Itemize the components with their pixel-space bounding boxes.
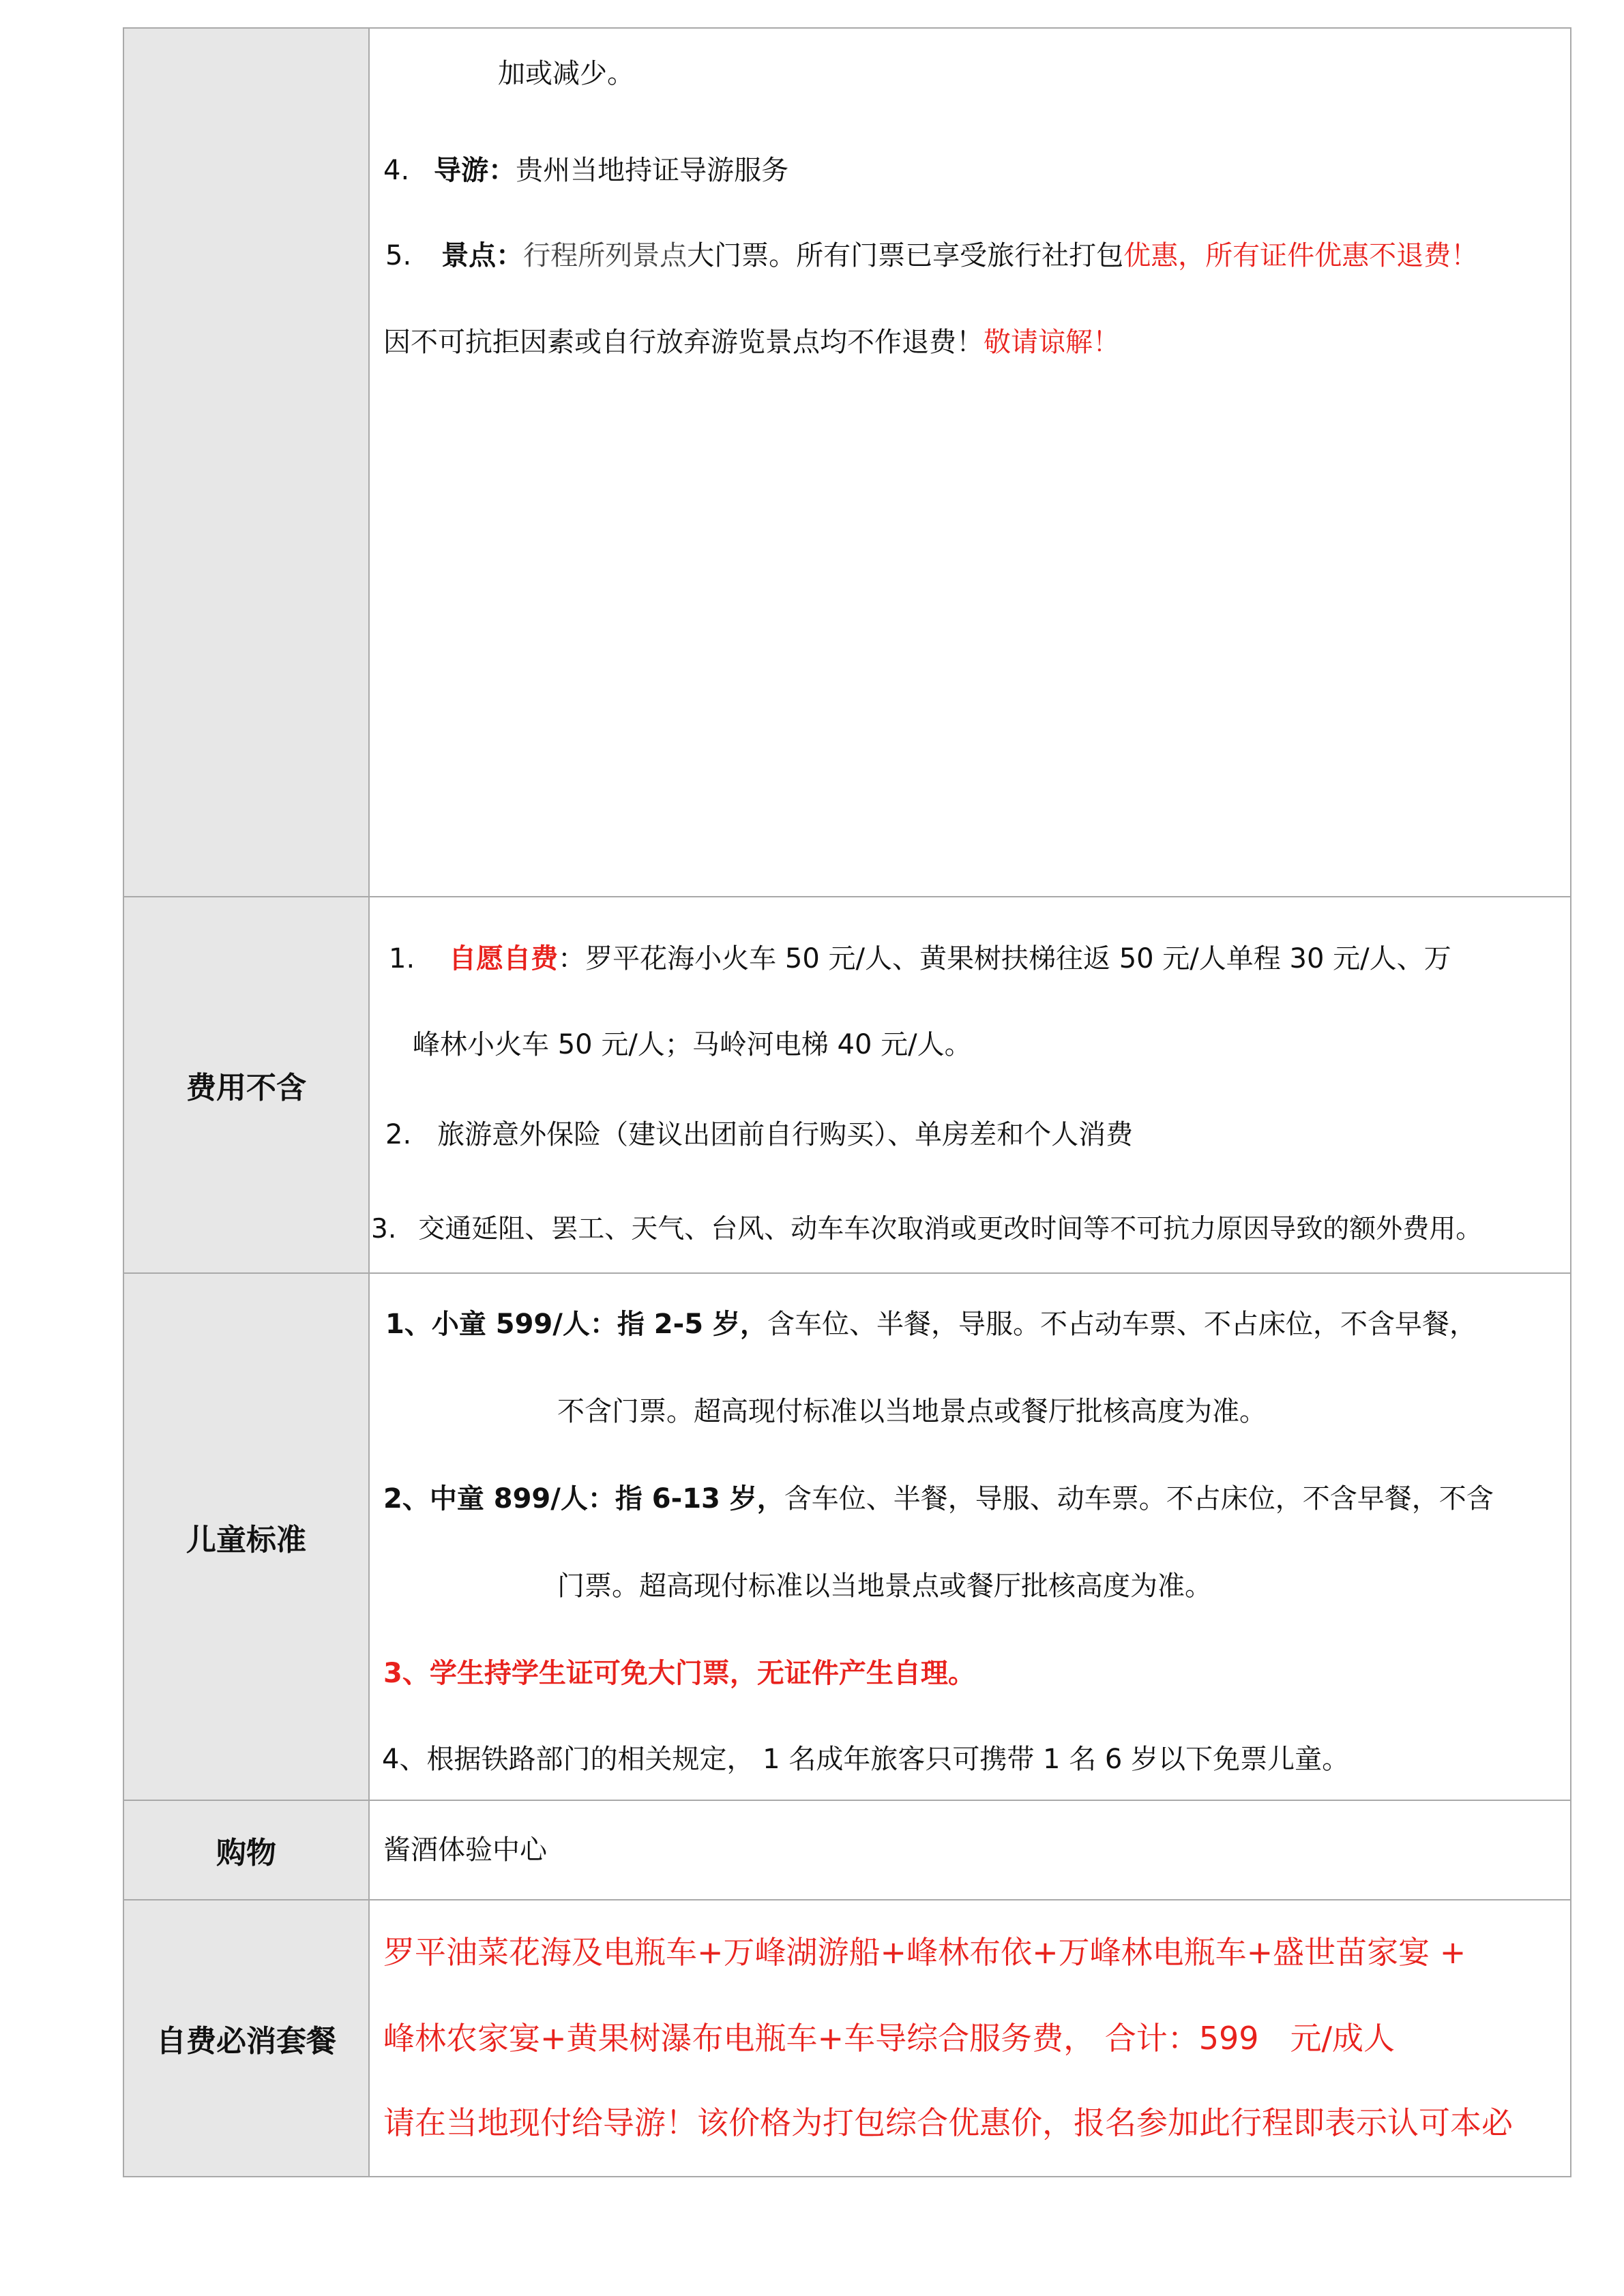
guide-text: 贵州当地持证导游服务 bbox=[516, 155, 789, 186]
insurance-text: 旅游意外保险（建议出团前自行购买）、单房差和个人消费 bbox=[437, 1119, 1134, 1150]
fees-excluded-label: 费用不含 bbox=[186, 1071, 306, 1105]
excluded-item-3 bbox=[371, 1216, 1482, 1242]
child-small-text: 含车位、半餐，导服。不占动车票、不占床位，不含早餐， bbox=[767, 1309, 1477, 1340]
children-item-3: 3、学生持学生证可免大门票，无证件产生自理。 bbox=[383, 1658, 975, 1689]
included-item-sights bbox=[385, 242, 1478, 269]
item-number: 3. bbox=[371, 1214, 397, 1244]
shopping-text: 酱酒体验中心 bbox=[383, 1834, 547, 1866]
shopping-label: 购物 bbox=[216, 1836, 276, 1870]
excluded-item-1 bbox=[389, 945, 1451, 972]
children-item-1-cont: 不含门票。超高现付标准以当地景点或餐厅批核高度为准。 bbox=[557, 1396, 1267, 1427]
sight-text-gray: 行程所列景点 bbox=[523, 240, 688, 271]
item-number: 5. bbox=[385, 240, 412, 271]
table-border-right bbox=[1570, 27, 1571, 2177]
excluded-item-2 bbox=[385, 1121, 1133, 1148]
item-number: 4. bbox=[383, 155, 410, 186]
item-number: 1. bbox=[389, 943, 415, 974]
guide-label: 导游： bbox=[434, 155, 516, 186]
included-continuation: 加或减少。 bbox=[498, 58, 634, 89]
included-item-guide bbox=[383, 157, 788, 184]
refund-red: 敬请谅解！ bbox=[984, 327, 1120, 358]
table-border-bottom bbox=[123, 2176, 1571, 2177]
children-item-1 bbox=[385, 1311, 1477, 1338]
child-mid-text: 含车位、半餐，导服、动车票。不占床位，不含早餐，不含 bbox=[784, 1483, 1494, 1515]
children-item-4: 4、根据铁路部门的相关规定， 1 名成年旅客只可携带 1 名 6 岁以下免票儿童。 bbox=[382, 1744, 1350, 1775]
sight-text: 大门票。所有门票已享受旅行社打包 bbox=[687, 240, 1124, 271]
package-line-2: 峰林农家宴+黄果树瀑布电瓶车+车导综合服务费， 合计：599 元/成人 bbox=[383, 2020, 1396, 2057]
excluded-item-1-cont: 峰林小火车 50 元/人；马岭河电梯 40 元/人。 bbox=[413, 1029, 972, 1060]
force-majeure-text: 交通延阻、罢工、天气、台风、动车车次取消或更改时间等不可抗力原因导致的额外费用。 bbox=[418, 1214, 1483, 1244]
child-mid-price: 2、中童 899/人：指 6-13 岁， bbox=[383, 1483, 784, 1515]
self-pay-label: 自愿自费 bbox=[449, 943, 559, 974]
optional-package-label: 自费必消套餐 bbox=[156, 2024, 336, 2059]
shopping-label-cell bbox=[124, 1801, 368, 1899]
children-item-2 bbox=[383, 1483, 1494, 1515]
fees-included-label-cell bbox=[124, 29, 368, 896]
child-small-price: 1、小童 599/人：指 2-5 岁， bbox=[385, 1309, 767, 1340]
sight-label: 景点： bbox=[441, 240, 524, 271]
table-column-divider bbox=[368, 27, 370, 2177]
itinerary-table bbox=[123, 27, 1571, 2177]
sight-text-red: 优惠，所有证件优惠不退费！ bbox=[1123, 240, 1479, 271]
refund-text: 因不可抗拒因素或自行放弃游览景点均不作退费！ bbox=[383, 327, 984, 358]
package-line-1: 罗平油菜花海及电瓶车+万峰湖游船+峰林布依+万峰林电瓶车+盛世苗家宴 + bbox=[383, 1934, 1466, 1971]
fees-excluded-label-cell bbox=[124, 897, 368, 1272]
included-refund-note bbox=[383, 329, 1120, 356]
children-label: 儿童标准 bbox=[186, 1522, 306, 1557]
children-label-cell bbox=[124, 1274, 368, 1800]
package-line-3: 请在当地现付给导游！该价格为打包综合优惠价，报名参加此行程即表示认可本必 bbox=[383, 2104, 1513, 2141]
optional-package-label-cell bbox=[124, 1900, 368, 2176]
children-item-2-cont: 门票。超高现付标准以当地景点或餐厅批核高度为准。 bbox=[557, 1570, 1212, 1602]
self-pay-text: ：罗平花海小火车 50 元/人、黄果树扶梯往返 50 元/人单程 30 元/人、万 bbox=[558, 943, 1451, 974]
item-number: 2. bbox=[385, 1119, 412, 1150]
